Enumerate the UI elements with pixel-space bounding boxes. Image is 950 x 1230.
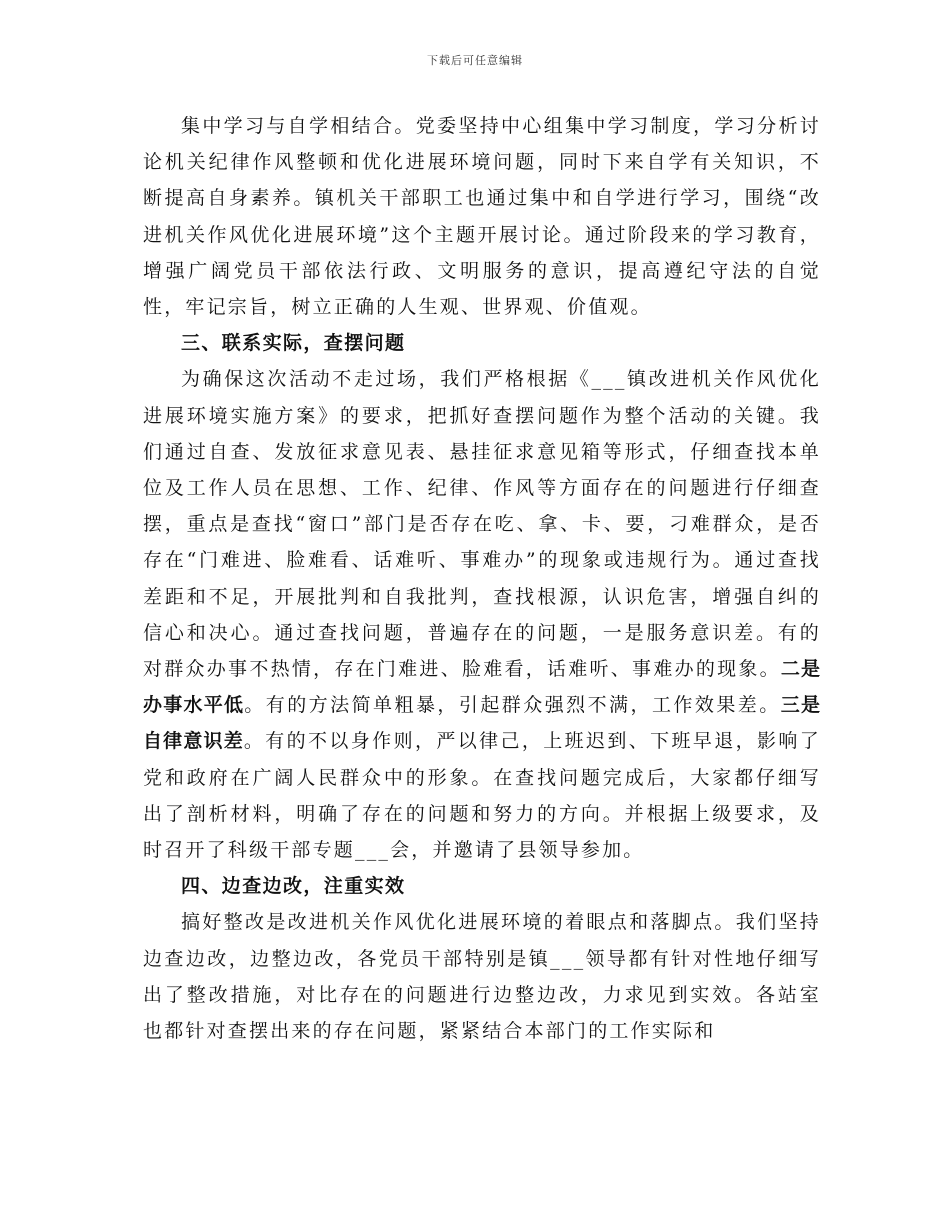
paragraph-text: 为确保这次活动不走过场，我们严格根据《___镇改进机关作风优化进展环境实施方案》的要求，把抓好查摆问题作为整个活动的关键。我们通过自查、发放征求意见表、悬挂征求意见箱等形式，仔细查找本单位及工作人员在思想、工作、纪律、作风等方面存在的问题进行仔细查摆，重点是查找“窗口”部门是否存在吃、拿、卡、要，刁难群众，是否存在“门难进、脸难看、话难听、事难办”的现象或违规行为。通过查找差距和不足，开展批判和自我批判，查找根源，认识危害，增强自纠的信心和决心。通过查找问题，普遍存在的问题，一是服务意识差。有的对群众办事不热情，存在门难进、脸难看，话难听、事难办的现象。: [143, 368, 821, 681]
page-header: 下载后可任意编辑: [427, 54, 523, 67]
paragraph-study: 集中学习与自学相结合。党委坚持中心组集中学习制度，学习分析讨论机关纪律作风整顿和优化进展环境问题，同时下来自学有关知识，不断提高自身素养。镇机关干部职工也通过集中和自学进行学习，围绕“改进机关作风优化进展环境”这个主题开展讨论。通过阶段来的学习教育，增强广阔党员干部依法行政、文明服务的意识，提高遵纪守法的自觉性，牢记宗旨，树立正确的人生观、世界观、价值观。: [143, 115, 821, 319]
bold-phrase-low-discipline: 三是自律意识差: [143, 694, 821, 753]
paragraph-section-3: [143, 361, 821, 868]
paragraph-text: 。有的方法简单粗暴，引起群众强烈不满，工作效果差。: [244, 694, 781, 717]
bold-phrase-low-efficiency: 二是办事水平低: [143, 658, 821, 717]
paragraph-section-4: 搞好整改是改进机关作风优化进展环境的着眼点和落脚点。我们坚持边查边改，边整边改，各党员干部特别是镇___领导都有针对性地仔细写出了整改措施，对比存在的问题进行边整边改，力求见到实效。各站室也都针对查摆出来的存在问题，紧紧结合本部门的工作实际和: [143, 911, 821, 1043]
section-heading-4: 四、边查边改，注重实效: [181, 875, 406, 898]
paragraph-text: 。有的不以身作则，严以律己，上班迟到、下班早退，影响了党和政府在广阔人民群众中的形象。在查找问题完成后，大家都仔细写出了剖析材料，明确了存在的问题和努力的方向。并根据上级要求，及时召开了科级干部专题___会，并邀请了县领导参加。: [143, 730, 821, 862]
document-body: [143, 108, 821, 1049]
section-heading-3: 三、联系实际，查摆问题: [181, 332, 406, 355]
